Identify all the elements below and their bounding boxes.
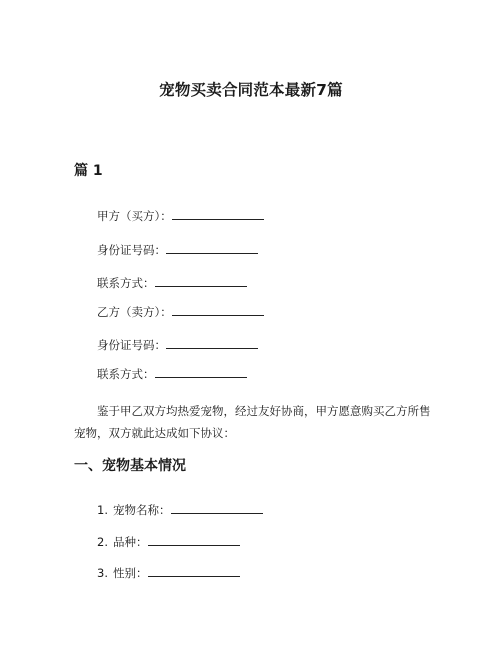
field-seller-contact (97, 366, 247, 382)
field-label: 联系方式： (97, 276, 155, 290)
document-title: 宠物买卖合同范本最新7篇 (159, 81, 343, 99)
list-number: 2. (97, 535, 108, 549)
blank-line (172, 208, 264, 220)
blank-line (155, 275, 247, 287)
list-number: 3. (97, 566, 108, 580)
field-seller-id (97, 337, 258, 353)
section-heading-1: 篇 1 (74, 163, 103, 179)
intro-paragraph: 鉴于甲乙双方均热爱宠物，经过友好协商，甲方愿意购买乙方所售宠物，双方就此达成如下协议： (74, 404, 431, 440)
blank-line (166, 242, 258, 254)
list-item (97, 565, 240, 581)
field-label: 甲方（买方）： (97, 209, 172, 223)
field-label: 联系方式： (97, 367, 155, 381)
list-number: 1. (97, 503, 108, 517)
list-item (97, 534, 240, 550)
field-label: 身份证号码： (97, 243, 166, 257)
field-buyer (97, 208, 264, 224)
field-seller (97, 304, 264, 320)
blank-line (166, 337, 258, 349)
list-label: 品种： (113, 535, 148, 549)
list-label: 性别： (113, 566, 148, 580)
blank-line (148, 534, 240, 546)
clause-heading-1: 一、宠物基本情况 (74, 458, 186, 474)
list-item (97, 502, 263, 518)
field-buyer-id (97, 242, 258, 258)
blank-line (155, 366, 247, 378)
list-label: 宠物名称： (113, 503, 171, 517)
field-buyer-contact (97, 275, 247, 291)
blank-line (172, 304, 264, 316)
field-label: 乙方（卖方）： (97, 305, 172, 319)
blank-line (148, 565, 240, 577)
field-label: 身份证号码： (97, 338, 166, 352)
blank-line (171, 502, 263, 514)
